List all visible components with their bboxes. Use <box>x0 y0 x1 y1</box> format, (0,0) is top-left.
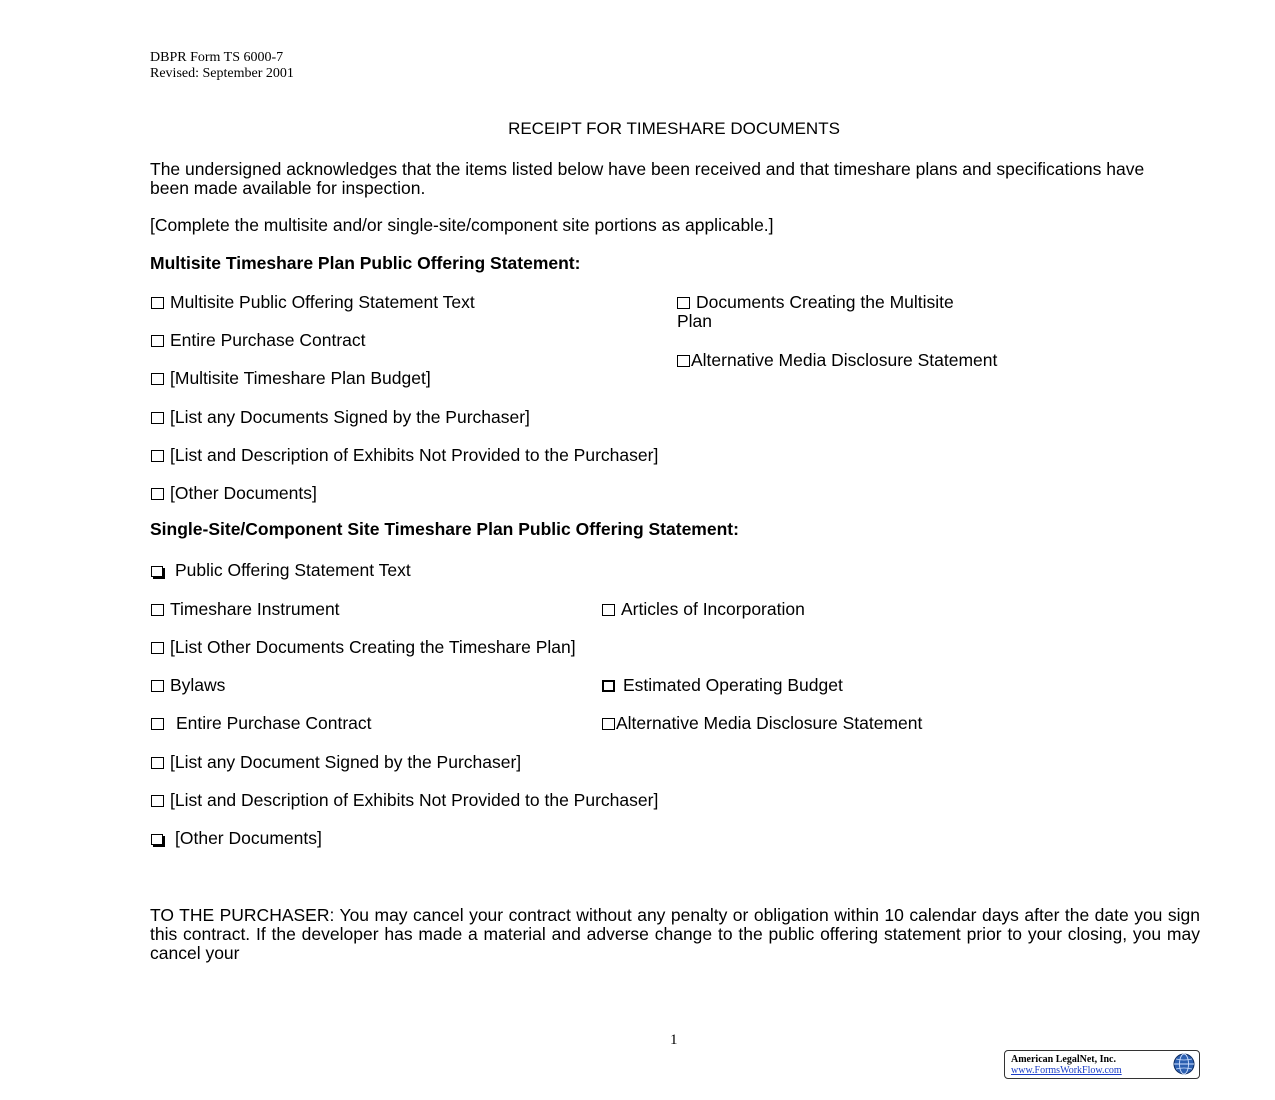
singlesite-item[interactable]: Articles of Incorporation <box>602 599 805 619</box>
checkbox[interactable] <box>602 604 615 616</box>
checkbox[interactable] <box>151 680 164 692</box>
singlesite-item[interactable]: Public Offering Statement Text <box>151 560 411 580</box>
checkbox[interactable] <box>151 604 164 616</box>
singlesite-item[interactable]: Bylaws <box>151 675 225 695</box>
form-header <box>150 50 294 82</box>
multisite-item[interactable]: [List any Documents Signed by the Purchaser] <box>151 407 530 427</box>
singlesite-item[interactable]: [List and Description of Exhibits Not Provided to the Purchaser] <box>151 790 658 810</box>
checkbox[interactable] <box>151 642 164 654</box>
multisite-item[interactable]: Multisite Public Offering Statement Text <box>151 292 475 312</box>
purchaser-notice: TO THE PURCHASER: You may cancel your contract without any penalty or obligation within 10 calendar days after the date you sign this contract. If the developer has made a material and adverse change to the public offering statement prior to your closing, you may cancel your <box>150 905 1200 963</box>
logo-company: American LegalNet, Inc. <box>1011 1054 1116 1065</box>
checkbox[interactable] <box>151 718 164 730</box>
form-id: DBPR Form TS 6000-7 <box>150 50 284 65</box>
page-title: RECEIPT FOR TIMESHARE DOCUMENTS <box>508 119 840 138</box>
checkbox[interactable] <box>677 355 690 367</box>
singlesite-heading: Single-Site/Component Site Timeshare Plan Public Offering Statement: <box>150 519 739 539</box>
singlesite-item[interactable]: Timeshare Instrument <box>151 599 340 619</box>
multisite-item-continued: Plan <box>677 311 713 331</box>
multisite-item[interactable]: [Multisite Timeshare Plan Budget] <box>151 368 431 388</box>
intro-paragraph: The undersigned acknowledges that the items listed below have been received and that timeshare plans and specifications have been made available for inspection. <box>150 159 1145 198</box>
multisite-item[interactable]: [Other Documents] <box>151 483 317 503</box>
multisite-item[interactable]: Documents Creating the Multisite <box>677 292 954 312</box>
singlesite-item[interactable]: [List any Document Signed by the Purchaser] <box>151 752 521 772</box>
page-number: 1 <box>670 1032 678 1048</box>
multisite-item[interactable]: Entire Purchase Contract <box>151 330 366 350</box>
logo-url[interactable]: www.FormsWorkFlow.com <box>1011 1065 1122 1076</box>
checkbox[interactable] <box>151 834 163 845</box>
checkbox[interactable] <box>602 718 615 730</box>
checkbox[interactable] <box>151 757 164 769</box>
checkbox[interactable] <box>151 488 164 500</box>
checkbox[interactable] <box>602 680 615 692</box>
multisite-heading: Multisite Timeshare Plan Public Offering Statement: <box>150 253 581 273</box>
singlesite-item[interactable]: Estimated Operating Budget <box>602 675 843 695</box>
checkbox[interactable] <box>151 795 164 807</box>
singlesite-item[interactable]: Alternative Media Disclosure Statement <box>602 713 922 733</box>
checkbox[interactable] <box>677 297 690 309</box>
singlesite-item[interactable]: Entire Purchase Contract <box>151 713 372 733</box>
checkbox[interactable] <box>151 297 164 309</box>
checkbox[interactable] <box>151 335 164 347</box>
multisite-item[interactable]: [List and Description of Exhibits Not Provided to the Purchaser] <box>151 445 658 465</box>
globe-icon <box>1173 1053 1195 1075</box>
multisite-item[interactable]: Alternative Media Disclosure Statement <box>677 350 997 370</box>
checkbox[interactable] <box>151 450 164 462</box>
singlesite-item[interactable]: [Other Documents] <box>151 828 322 848</box>
revised-date: Revised: September 2001 <box>150 66 294 81</box>
singlesite-item[interactable]: [List Other Documents Creating the Timeshare Plan] <box>151 637 576 657</box>
checkbox[interactable] <box>151 566 163 577</box>
checkbox[interactable] <box>151 412 164 424</box>
footer-logo[interactable] <box>1004 1050 1200 1079</box>
instruction-text: [Complete the multisite and/or single-site/component site portions as applicable.] <box>150 215 774 235</box>
checkbox[interactable] <box>151 373 164 385</box>
